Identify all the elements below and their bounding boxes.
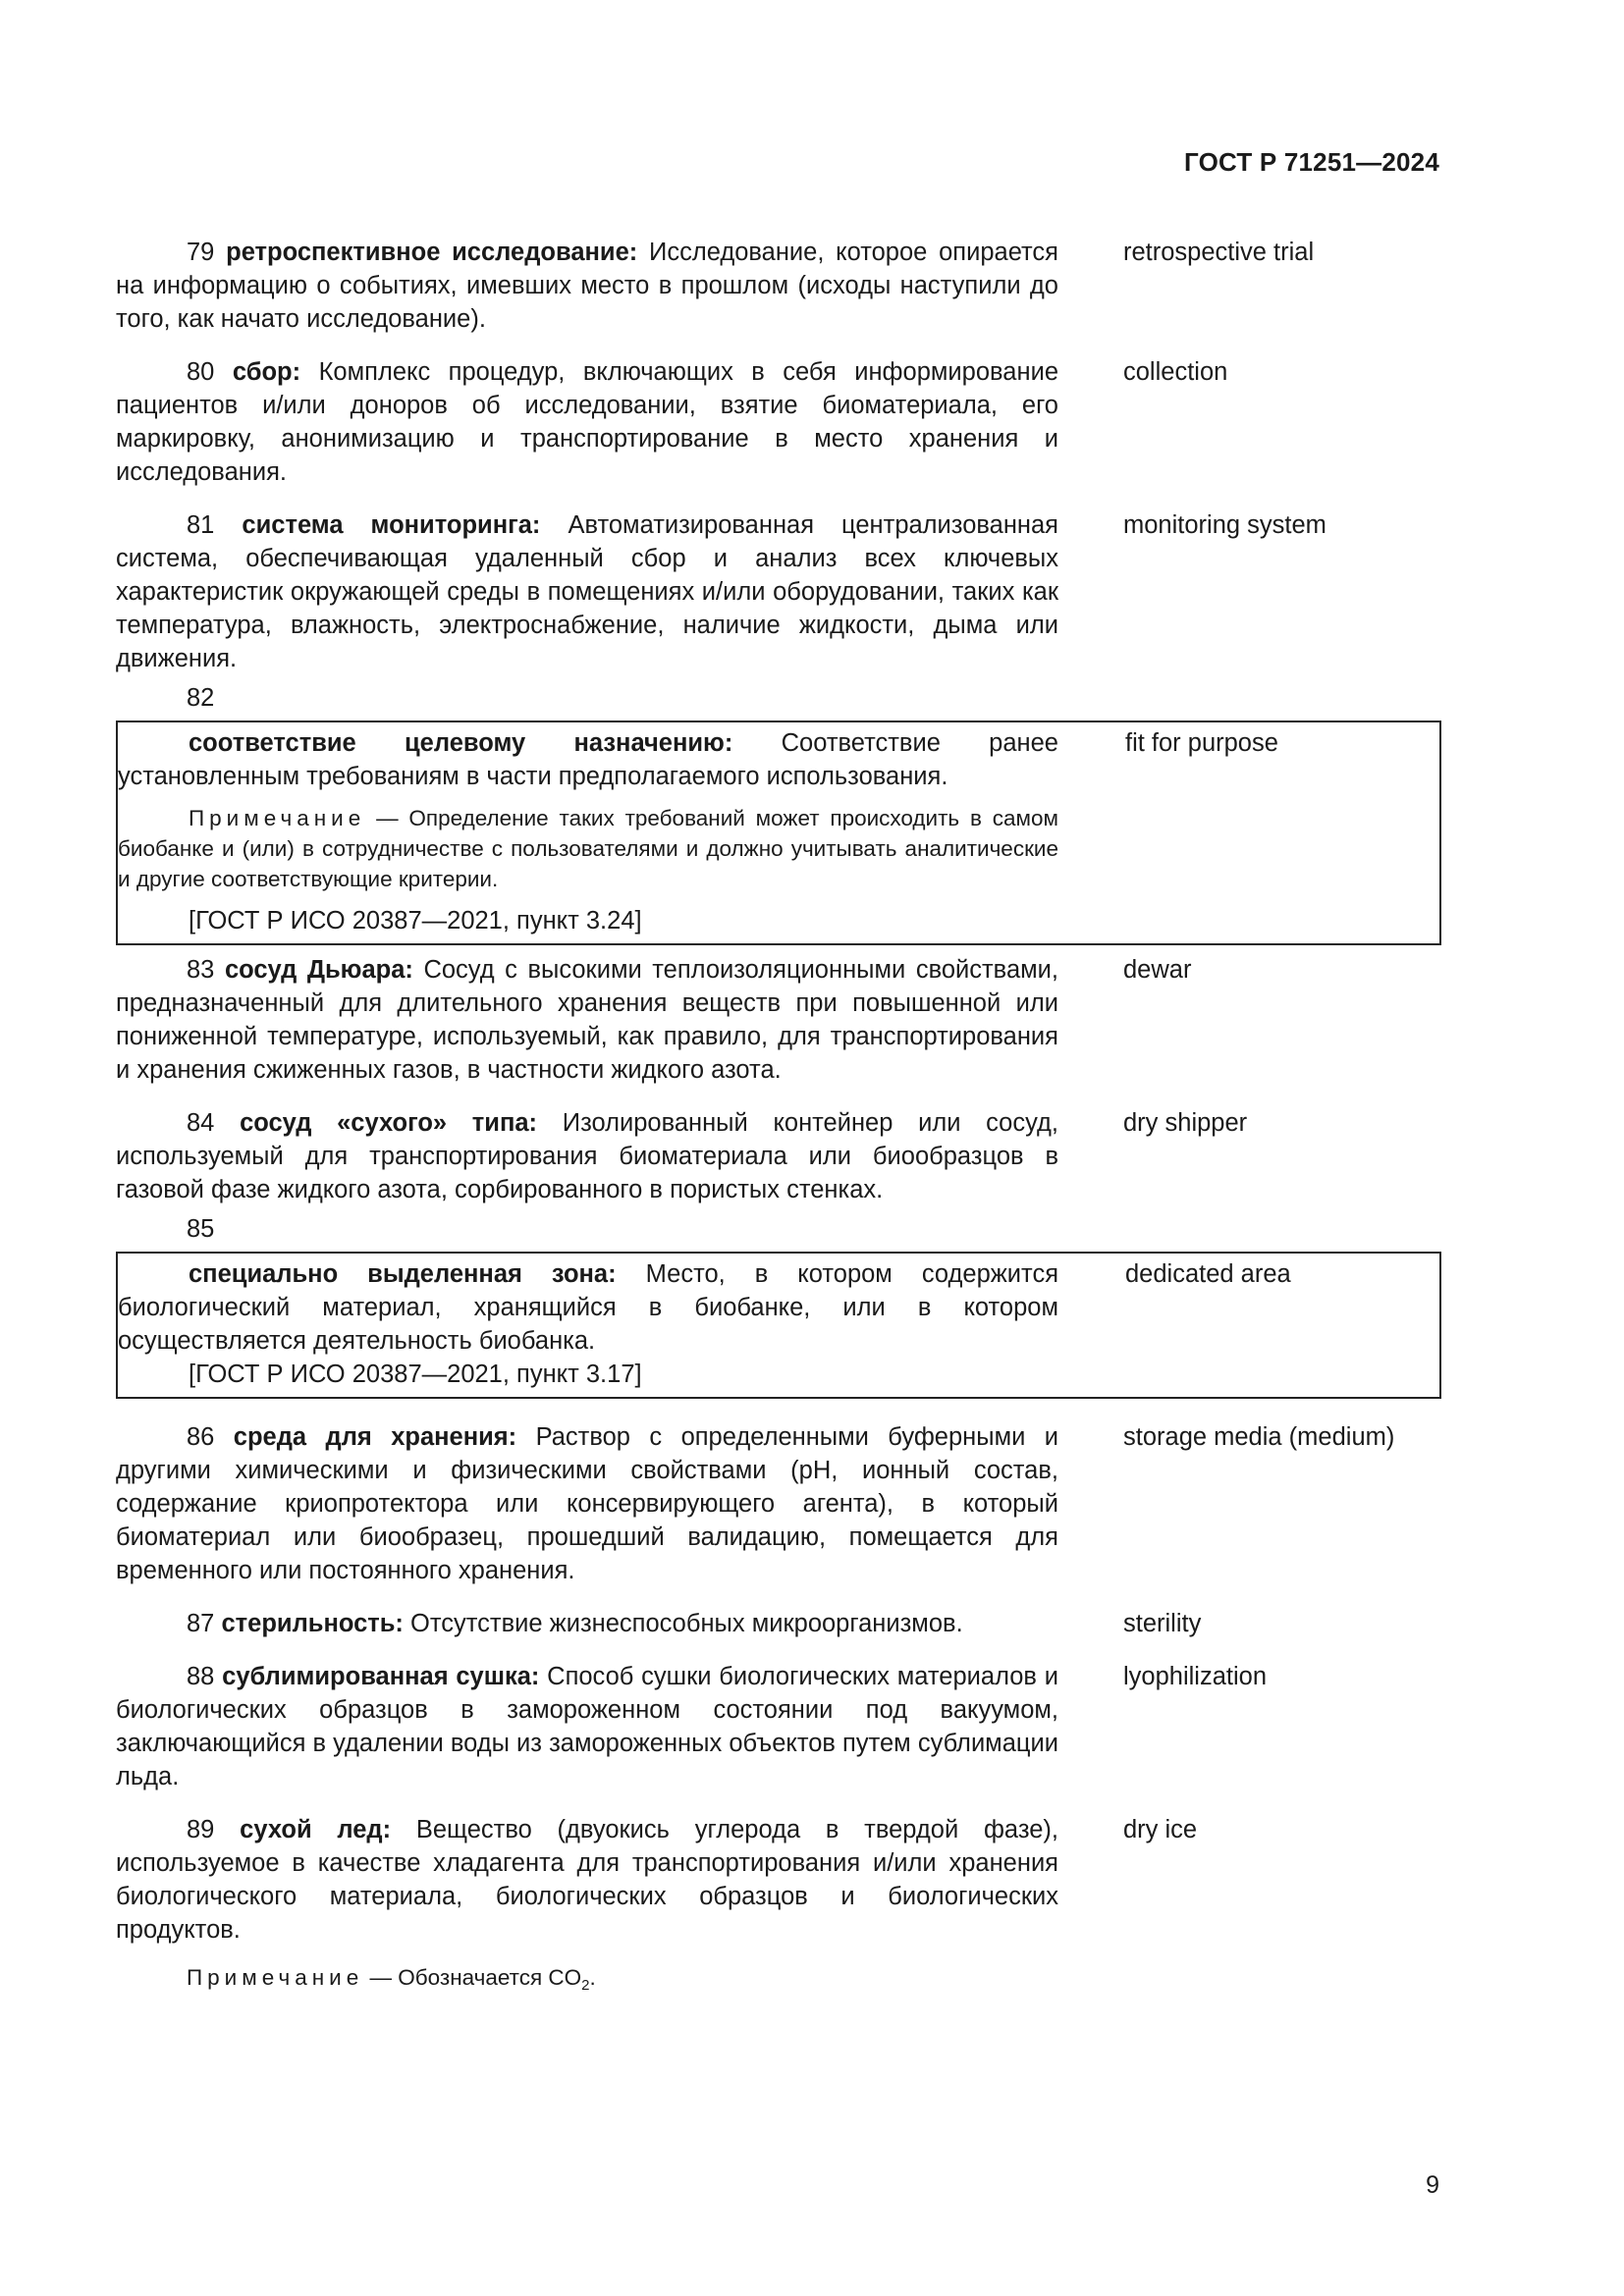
term-english: collection [1123, 358, 1228, 386]
terms-list [116, 236, 1441, 1993]
term-entry-83 [116, 953, 1441, 1087]
term-reference: [ГОСТ Р ИСО 20387—2021, пункт 3.17] [189, 1361, 642, 1388]
term-number: 84 [187, 1109, 215, 1137]
term-name: специально выделенная зона: [189, 1260, 617, 1288]
term-name: сухой лед: [240, 1816, 392, 1843]
term-english: retrospective trial [1123, 239, 1315, 266]
term-entry-88 [116, 1660, 1441, 1793]
term-number: 89 [187, 1816, 215, 1843]
term-entry-85-box [116, 1252, 1441, 1399]
term-definition: Автоматизированная централизованная система, обеспечивающая удаленный сбор и анализ всех ключевых характеристик окружающей среды в помещениях и/или оборудовании, таких как температура, влажность, электроснабжение, наличие жидкости, дыма или движения. [116, 511, 1058, 672]
term-text [118, 1257, 1058, 1358]
term-name: стерильность: [221, 1610, 404, 1637]
term-text [116, 1106, 1058, 1206]
term-english: fit for purpose [1125, 729, 1278, 757]
term-note [116, 1962, 1441, 1993]
term-english: dewar [1123, 956, 1192, 984]
term-reference: [ГОСТ Р ИСО 20387—2021, пункт 3.24] [189, 907, 642, 934]
term-definition: Место, в котором содержится биологический материал, хранящийся в биобанке, или в котором осуществляется деятельность биобанка. [118, 1260, 1059, 1355]
term-entry-86 [116, 1420, 1441, 1587]
note-text: — Определение таких требований может происходить в самом биобанке и (или) в сотрудничестве с пользователями и должно учитывать аналитические и другие соответствующие критерии. [118, 806, 1058, 891]
term-text [116, 1420, 1058, 1587]
term-definition: Исследование, которое опирается на информацию о событиях, имевших место в прошлом (исходы наступили до того, как начато исследование). [116, 239, 1058, 333]
term-entry-87 [116, 1607, 1441, 1640]
term-definition: Вещество (двуокись углерода в твердой фазе), используемое в качестве хладагента для транспортирования и/или хранения биологического материала, биологических образцов и биологических продуктов. [116, 1816, 1058, 1944]
term-definition: Изолированный контейнер или сосуд, используемый для транспортирования биоматериала или биообразцов в газовой фазе жидкого азота, сорбированного в пористых стенках. [116, 1109, 1058, 1203]
term-name: сублимированная сушка: [222, 1663, 540, 1690]
term-number: 79 [187, 239, 215, 266]
term-definition: Комплекс процедур, включающих в себя информирование пациентов и/или доноров об исследовании, взятие биоматериала, его маркировку, анонимизацию и транспортирование в место хранения и исследования. [116, 358, 1058, 486]
term-text [116, 1607, 1058, 1640]
term-entry-84 [116, 1106, 1441, 1206]
term-number: 86 [187, 1423, 215, 1451]
term-text [116, 355, 1058, 489]
page-number: 9 [1426, 2171, 1439, 2199]
term-english: storage media (medium) [1123, 1423, 1395, 1451]
term-entry-82-box [116, 721, 1441, 945]
term-english: monitoring system [1123, 511, 1326, 539]
term-entry-80 [116, 355, 1441, 489]
term-number: 87 [187, 1610, 215, 1637]
term-name: сбор: [232, 358, 301, 386]
term-entry-79 [116, 236, 1441, 336]
term-english: dedicated area [1125, 1260, 1291, 1288]
term-number: 80 [187, 358, 215, 386]
note-subscript: 2 [581, 1977, 590, 1994]
term-name: сосуд Дьюара: [224, 956, 413, 984]
term-text [116, 1660, 1058, 1793]
term-text [116, 236, 1058, 336]
term-text [116, 508, 1058, 675]
term-english: dry ice [1123, 1816, 1198, 1843]
term-name: сосуд «сухого» типа: [240, 1109, 538, 1137]
note-text: — Обозначается CO [363, 1965, 582, 1990]
term-text [118, 726, 1058, 793]
term-definition: Раствор с определенными буферными и другими химическими и физическими свойствами (pH, ионный состав, содержание криопротектора или консервирующего агента), в который биоматериал или биообразец, прошедший валидацию, помещается для временного или постоянного хранения. [116, 1423, 1059, 1584]
term-definition: Сосуд с высокими теплоизоляционными свойствами, предназначенный для длительного хранения веществ при повышенной или пониженной температуре, используемый, как правило, для транспортирования и хранения сжиженных газов, в частности жидкого азота. [116, 956, 1058, 1084]
term-number: 83 [187, 956, 215, 984]
term-number: 88 [187, 1663, 215, 1690]
term-definition: Соответствие ранее установленным требованиям в части предполагаемого использования. [118, 729, 1058, 790]
term-name: ретроспективное исследование: [226, 239, 638, 266]
term-name: соответствие целевому назначению: [189, 729, 733, 757]
term-name: система мониторинга: [242, 511, 541, 539]
term-english: dry shipper [1123, 1109, 1248, 1137]
term-number: 85 [187, 1215, 215, 1243]
term-english: sterility [1123, 1610, 1202, 1637]
note-label: Примечание [187, 1965, 364, 1990]
term-number: 81 [187, 511, 215, 539]
note-end: . [589, 1965, 596, 1990]
term-english: lyophilization [1123, 1663, 1268, 1690]
term-definition: Способ сушки биологических материалов и биологических образцов в замороженном состоянии под вакуумом, заключающийся в удалении воды из замороженных объектов путем сублимации льда. [116, 1663, 1058, 1790]
term-name: среда для хранения: [233, 1423, 517, 1451]
term-text [116, 1813, 1058, 1947]
term-note [118, 803, 1058, 894]
term-text [116, 953, 1058, 1087]
term-number: 82 [187, 684, 215, 712]
note-label: Примечание [189, 806, 366, 830]
term-definition: Отсутствие жизнеспособных микроорганизмов. [410, 1610, 963, 1637]
term-entry-89 [116, 1813, 1441, 1947]
term-entry-81 [116, 508, 1441, 675]
document-code: ГОСТ Р 71251—2024 [1184, 147, 1439, 177]
